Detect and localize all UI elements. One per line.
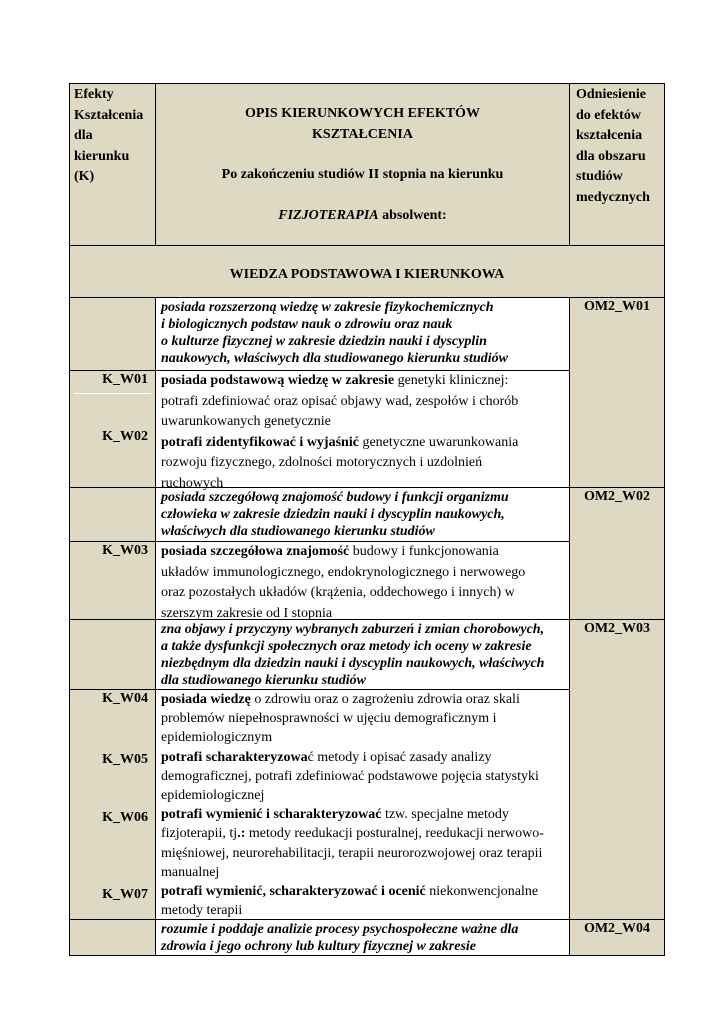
header-col-effects: Efekty Kształcenia dla kierunku (K) (69, 83, 156, 246)
code-k-w07: K_W07 (102, 887, 148, 902)
code-k-w05: K_W05 (102, 752, 148, 767)
area1-code-cell (69, 297, 156, 371)
effect-k-w03: posiada szczegółowa znajomość budowy i funkcjonowania (161, 544, 499, 559)
table-title: OPIS KIERUNKOWYCH EFEKTÓW (245, 106, 480, 121)
area3-code-cell (69, 619, 156, 690)
area3-reference: OM2_W03 (569, 619, 665, 920)
effects-table (69, 83, 665, 956)
area4-code-cell (69, 919, 156, 956)
table-subtitle: Po zakończeniu studiów II stopnia na kierunku (221, 167, 504, 182)
program-line: FIZJOTERAPIA absolwent: (278, 207, 447, 223)
area3-description: zna objawy i przyczyny wybranych zaburzeń i zmian chorobowych, a także dysfunkcji społecznych oraz metody ich oceny w zakresie niezbędnym dla dziedzin nauki i dyscyplin naukowych, właściwych dla studiowanego kierunku studiów (155, 619, 570, 690)
effect-k-w01: posiada podstawową wiedzę w zakresie genetyki klinicznej: (161, 373, 509, 388)
section-title: WIEDZA PODSTAWOWA I KIERUNKOWA (69, 245, 665, 298)
effects2-description: posiada szczegółowa znajomość budowy i funkcjonowania układów immunologicznego, endokrynologicznego i nerwowego oraz pozostałych układów (krążenia, oddechowego i innych) w szerszym zakresie od I stopnia (155, 541, 570, 620)
effect-k-w02: potrafi zidentyfikować i wyjaśnić genetyczne uwarunkowania (161, 434, 519, 450)
area2-code-cell (69, 487, 156, 542)
header-col-description: OPIS KIERUNKOWYCH EFEKTÓW KSZTAŁCENIA Po zakończeniu studiów II stopnia na kierunku FIZJOTERAPIA absolwent: (155, 83, 570, 246)
effect-k-w05: potrafi scharakteryzować metody i opisać zasady analizy (161, 749, 492, 765)
area4-reference: OM2_W04 (569, 919, 665, 956)
effect-k-w06: potrafi wymienić i scharakteryzować tzw. specjalne metody (161, 807, 509, 823)
code-k-w04: K_W04 (102, 691, 148, 706)
effect-k-w04: posiada wiedzę o zdrowiu oraz o zagrożeniu zdrowia oraz skali (161, 692, 520, 707)
header-col-reference: Odniesienie do efektów kształcenia dla obszaru studiów medycznych (569, 83, 665, 246)
code-k-w01: K_W01 (102, 372, 148, 387)
effect-k-w07: potrafi wymienić, scharakteryzować i ocenić niekonwencjonalne (161, 884, 539, 900)
effects3-description: posiada wiedzę o zdrowiu oraz o zagrożeniu zdrowia oraz skali problemów niepełnosprawności w ujęciu demograficznym i epidemiologicznym potrafi scharakteryzować metody i opisać zasady analizy demograficznej, potrafi zdefiniować podstawowe pojęcia statystyki epidemiologicznej potrafi wymienić i scharakteryzować tzw. specjalne metody fizjoterapii, tj.: metody reedukacji posturalnej, reedukacji nerwowo- mięśniowej, neurorehabilitacji, terapii neurorozwojowej oraz terapii manualnej potrafi wymienić, scharakteryzować i ocenić niekonwencjonalne metody terapii (155, 689, 570, 920)
area4-description: rozumie i poddaje analizie procesy psychospołeczne ważne dla zdrowia i jego ochrony lub kultury fizycznej w zakresie (155, 919, 570, 956)
area1-reference: OM2_W01 (569, 297, 665, 488)
effects3-codes (69, 689, 156, 920)
effects1-codes (69, 370, 156, 488)
effects2-codes (69, 541, 156, 620)
effects1-description: posiada podstawową wiedzę w zakresie genetyki klinicznej: potrafi zdefiniować oraz opisać objawy wad, zespołów i chorób uwarunkowanych genetycznie potrafi zidentyfikować i wyjaśnić genetyczne uwarunkowania rozwoju fizycznego, zdolności motorycznych i uzdolnień ruchowych (155, 370, 570, 488)
area2-description: posiada szczegółową znajomość budowy i funkcji organizmu człowieka w zakresie dziedzin nauki i dyscyplin naukowych, właściwych dla studiowanego kierunku studiów (155, 487, 570, 542)
area1-description: posiada rozszerzoną wiedzę w zakresie fizykochemicznych i biologicznych podstaw nauk o zdrowiu oraz nauk o kulturze fizycznej w zakresie dziedzin nauki i dyscyplin naukowych, właściwych dla studiowanego kierunku studiów (155, 297, 570, 371)
code-k-w02: K_W02 (102, 429, 148, 444)
code-k-w06: K_W06 (102, 810, 148, 825)
code-k-w03: K_W03 (102, 543, 148, 558)
area2-reference: OM2_W02 (569, 487, 665, 620)
